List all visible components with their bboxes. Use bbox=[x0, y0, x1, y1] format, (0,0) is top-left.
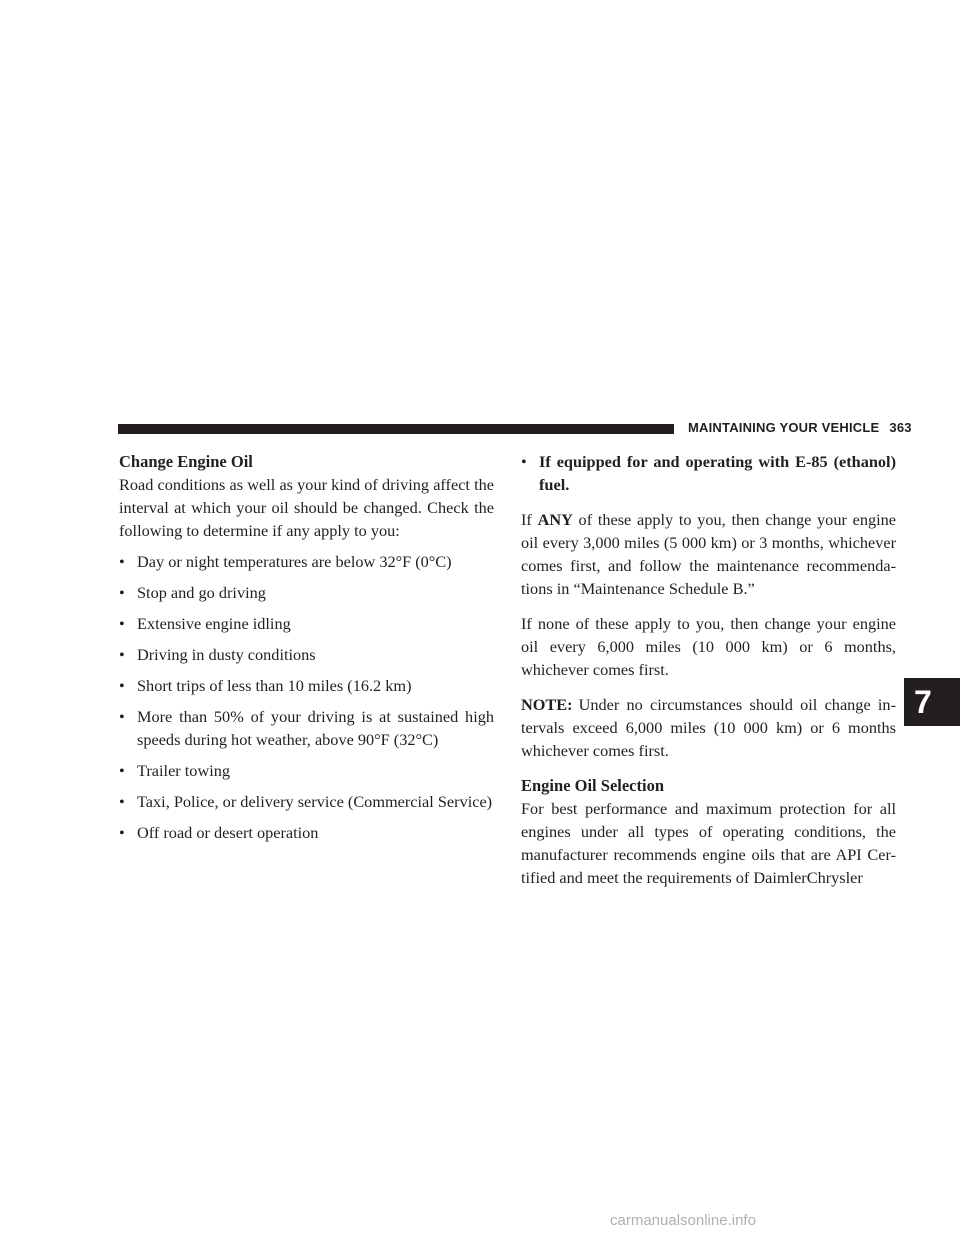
bullet-icon: • bbox=[119, 792, 125, 811]
section-heading-engine-oil-selection: Engine Oil Selection bbox=[521, 776, 665, 795]
emphasis-any: ANY bbox=[537, 510, 573, 529]
list-item: • Day or night temperatures are below 32°F (0°C) bbox=[119, 552, 452, 571]
header-rule bbox=[118, 424, 674, 434]
note-label: NOTE: bbox=[521, 695, 573, 714]
list-item: • Taxi, Police, or delivery service (Commercial Service) bbox=[119, 792, 493, 811]
normal-interval-paragraph: If none of these apply to you, then change your engine oil every 6,000 miles (10 000 km) or 6 months, whichever comes first. bbox=[521, 614, 896, 679]
list-item: • Driving in dusty conditions bbox=[119, 645, 316, 664]
conditions-list bbox=[119, 550, 494, 844]
list-item: • More than 50% of your driving is at sustained high speeds during hot weather, above 90°F (32°C) bbox=[119, 707, 494, 749]
list-item: • Trailer towing bbox=[119, 761, 231, 780]
bullet-icon: • bbox=[119, 676, 125, 695]
list-item: • Stop and go driving bbox=[119, 583, 266, 602]
chapter-tab: 7 bbox=[904, 678, 960, 726]
list-item: • Off road or desert operation bbox=[119, 823, 319, 842]
bullet-icon: • bbox=[119, 583, 125, 602]
list-item-ethanol: • If equipped for and operating with E-85 (ethanol) fuel. bbox=[521, 452, 896, 494]
list-item: • Short trips of less than 10 miles (16.2 km) bbox=[119, 676, 412, 695]
right-column bbox=[521, 450, 896, 889]
intro-paragraph: Road conditions as well as your kind of driving affect the interval at which your oil should be changed. Check the following to determine if any apply to you: bbox=[119, 475, 494, 540]
change-interval-paragraph: If ANY of these apply to you, then change your engine oil every 3,000 miles (5 000 km) or 3 months, whichever comes first, and follow the maintenance recommenda-tions in “Maintenance Schedule B.” bbox=[521, 510, 896, 598]
ethanol-list bbox=[521, 450, 896, 496]
left-column bbox=[119, 450, 494, 844]
list-item: • Extensive engine idling bbox=[119, 614, 291, 633]
bullet-icon: • bbox=[119, 614, 125, 633]
section-heading-change-engine-oil: Change Engine Oil bbox=[119, 452, 253, 471]
bullet-icon: • bbox=[521, 452, 527, 471]
oil-selection-paragraph: For best performance and maximum protection for all engines under all types of operating conditions, the manufacturer recommends engine oils that are API Cer-tified and meet the requirements of DaimlerChrysler bbox=[521, 799, 896, 887]
bullet-icon: • bbox=[119, 761, 125, 780]
bullet-icon: • bbox=[119, 552, 125, 571]
bullet-icon: • bbox=[119, 645, 125, 664]
bullet-icon: • bbox=[119, 823, 125, 842]
running-header bbox=[688, 420, 912, 435]
bullet-icon: • bbox=[119, 707, 125, 726]
section-title: MAINTAINING YOUR VEHICLE bbox=[688, 420, 880, 435]
watermark: carmanualsonline.info bbox=[610, 1212, 756, 1229]
note-paragraph: NOTE: Under no circumstances should oil change in-tervals exceed 6,000 miles (10 000 km) or 6 months whichever comes first. bbox=[521, 695, 896, 760]
page-number: 363 bbox=[889, 420, 912, 435]
